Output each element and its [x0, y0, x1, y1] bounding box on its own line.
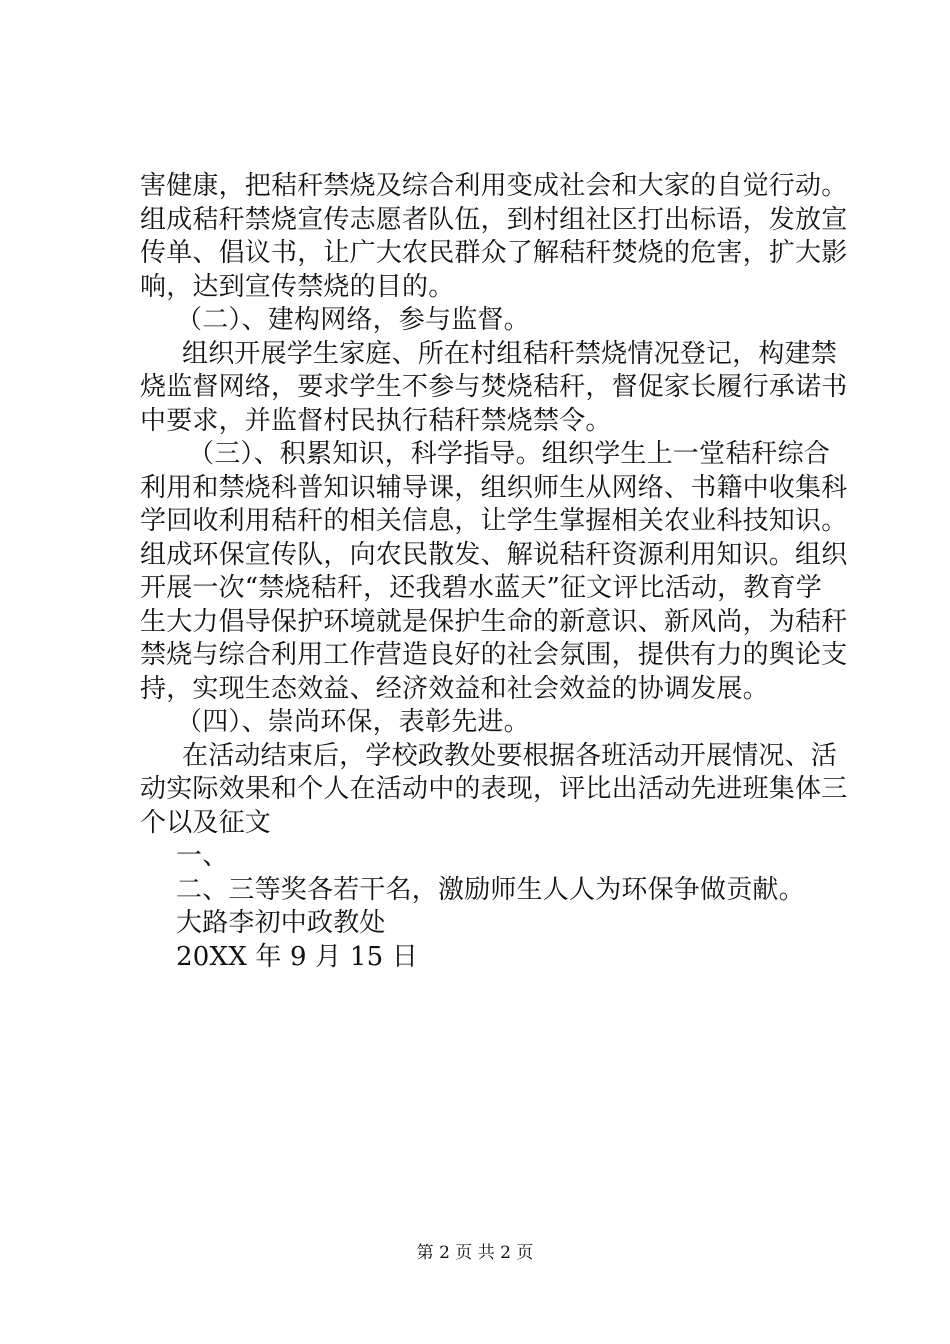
- body-line: 组织开展学生家庭、所在村组秸秆禁烧情况登记，构建禁: [182, 338, 838, 369]
- body-line: 利用和禁烧科普知识辅导课，组织师生从网络、书籍中收集科: [140, 472, 848, 503]
- body-line: 开展一次“禁烧秸秆，还我碧水蓝天”征文评比活动，教育学: [140, 573, 822, 603]
- list-item: 二、三等奖各若干名，激励师生人人为环保争做贡献。: [176, 874, 805, 905]
- section-heading: （三）、积累知识，科学指导。组织学生上一堂秸秆综合: [188, 439, 831, 469]
- body-line: 动实际效果和个人在活动中的表现，评比出活动先进班集体三: [140, 774, 848, 804]
- body-line: 害健康，把秸秆禁烧及综合利用变成社会和大家的自觉行动。: [140, 171, 848, 201]
- signature-date: 20XX 年 9 月 15 日: [176, 941, 419, 972]
- body-line: 在活动结束后，学校政教处要根据各班活动开展情况、活: [182, 740, 838, 771]
- body-line: 组成秸秆禁烧宣传志愿者队伍，到村组社区打出标语，发放宣: [140, 204, 848, 235]
- list-item: 一、: [176, 841, 229, 871]
- body-line: 持，实现生态效益、经济效益和社会效益的协调发展。: [140, 673, 769, 704]
- body-line: 中要求，并监督村民执行秸秆禁烧禁令。: [140, 405, 612, 436]
- body-line: 组成环保宣传队，向农民散发、解说秸秆资源利用知识。组织: [140, 539, 848, 570]
- section-heading: （四）、崇尚环保，表彰先进。: [176, 707, 530, 737]
- body-line: 个以及征文: [140, 807, 272, 838]
- document-body: [140, 170, 848, 974]
- body-line: 传单、倡议书，让广大农民群众了解秸秆焚烧的危害，扩大影: [140, 238, 848, 268]
- body-line: 禁烧与综合利用工作营造良好的社会氛围，提供有力的舆论支: [140, 640, 848, 670]
- page-footer: 第 2 页 共 2 页: [416, 1243, 534, 1263]
- body-line: 烧监督网络，要求学生不参与焚烧秸秆，督促家长履行承诺书: [140, 372, 848, 402]
- body-line: 响，达到宣传禁烧的目的。: [140, 271, 455, 302]
- body-line: 生大力倡导保护环境就是保护生命的新意识、新风尚，为秸秆: [140, 606, 848, 637]
- section-heading: （二）、建构网络，参与监督。: [176, 305, 530, 335]
- body-line: 学回收利用秸秆的相关信息，让学生掌握相关农业科技知识。: [140, 506, 848, 536]
- signature-department: 大路李初中政教处: [176, 908, 386, 938]
